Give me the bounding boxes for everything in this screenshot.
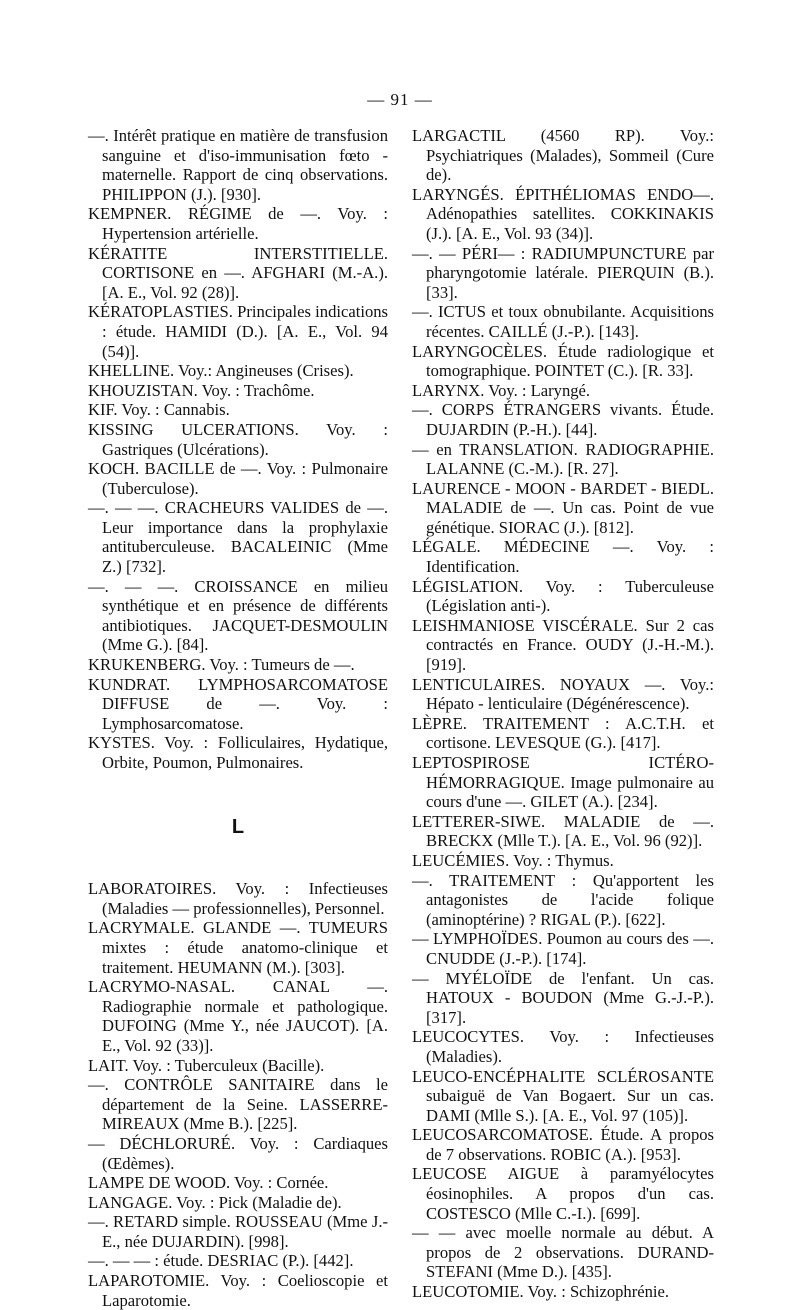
index-entry: — DÉCHLORURÉ. Voy. : Cardiaques (Œdèmes).: [88, 1133, 388, 1173]
index-entry: —. ICTUS et toux obnubilante. Acquisitions récentes. CAILLÉ (J.-P.). [143].: [412, 302, 714, 341]
index-entry: —. CORPS ÉTRANGERS vivants. Étude. DUJARDIN (P.-H.). [44].: [412, 400, 714, 439]
index-entry: LARYNGOCÈLES. Étude radiologique et tomographique. POINTET (C.). [R. 33].: [412, 341, 714, 381]
index-entry: LARYNGÉS. ÉPITHÉLIOMAS ENDO—. Adénopathies satellites. COKKINAKIS (J.). [A. E., Vol. 93 (34)].: [412, 184, 714, 243]
index-entry: LACRYMALE. GLANDE —. TUMEURS mixtes : étude anatomo-clinique et traitement. HEUMANN (M.). [303].: [88, 918, 388, 977]
index-entry: LEUCO-ENCÉPHALITE SCLÉROSANTE subaiguë de Van Bogaert. Sur un cas. DAMI (Mlle S.). [A. E., Vol. 97 (105)].: [412, 1066, 714, 1125]
index-entry: KIF. Voy. : Cannabis.: [88, 400, 230, 420]
index-entry: LÉGISLATION. Voy. : Tuberculeuse (Législation anti-).: [412, 576, 714, 616]
index-entry: LENTICULAIRES. NOYAUX —. Voy.: Hépato - lenticulaire (Dégénérescence).: [412, 674, 714, 714]
index-entry: LANGAGE. Voy. : Pick (Maladie de).: [88, 1192, 342, 1212]
index-entry: KOCH. BACILLE de —. Voy. : Pulmonaire (Tuberculose).: [88, 459, 388, 498]
left-column-entries-k: [88, 126, 388, 773]
left-column: [88, 126, 388, 1310]
index-entry: — — avec moelle normale au début. A propos de 2 observations. DURAND-STEFANI (Mme D.). [435].: [412, 1223, 714, 1282]
index-entry: LÈPRE. TRAITEMENT : A.C.T.H. et cortisone. LEVESQUE (G.). [417].: [412, 713, 714, 753]
index-entry: LEISHMANIOSE VISCÉRALE. Sur 2 cas contractés en France. OUDY (J.-H.-M.). [919].: [412, 615, 714, 675]
index-entry: KHOUZISTAN. Voy. : Trachôme.: [88, 380, 315, 400]
index-entry: LACRYMO-NASAL. CANAL —. Radiographie normale et pathologique. DUFOING (Mme Y., née JAUCOT). [A. E., Vol. 92 (33)].: [88, 977, 388, 1055]
index-entry: KHELLINE. Voy.: Angineuses (Crises).: [88, 361, 354, 381]
index-entry: LAMPE DE WOOD. Voy. : Cornée.: [88, 1173, 329, 1193]
index-entry: KRUKENBERG. Voy. : Tumeurs de —.: [88, 655, 355, 675]
index-entry: LARYNX. Voy. : Laryngé.: [412, 380, 591, 400]
index-entry: —. — PÉRI— : RADIUMPUNCTURE par pharyngotomie latérale. PIERQUIN (B.). [33].: [412, 243, 714, 302]
index-entry: —. Intérêt pratique en matière de transfusion sanguine et d'iso-immunisation fœto - maternelle. Rapport de cinq observations. PHILIPPON (J.). [930].: [88, 126, 388, 204]
index-entry: LAIT. Voy. : Tuberculeux (Bacille).: [88, 1055, 325, 1075]
index-entry: LÉGALE. MÉDECINE —. Voy. : Identification.: [412, 537, 714, 577]
index-entry: — MYÉLOÏDE de l'enfant. Un cas. HATOUX - BOUDON (Mme G.-J.-P.). [317].: [412, 968, 714, 1027]
index-entry: KÉRATITE INTERSTITIELLE. CORTISONE en —. AFGHARI (M.-A.). [A. E., Vol. 92 (28)].: [88, 243, 388, 302]
letter-heading: L: [231, 815, 245, 838]
index-entry: —. TRAITEMENT : Qu'apportent les antagonistes de l'acide folique (aminoptérine) ? RIGAL (P.). [622].: [412, 870, 714, 929]
index-entry: KYSTES. Voy. : Folliculaires, Hydatique, Orbite, Poumon, Pulmonaires.: [88, 733, 388, 772]
index-entry: LEPTOSPIROSE ICTÉRO-HÉMORRAGIQUE. Image pulmonaire au cours d'une —. GILET (A.). [234].: [412, 753, 714, 812]
right-column-entries: [412, 126, 714, 1302]
index-entry: KEMPNER. RÉGIME de —. Voy. : Hypertension artérielle.: [88, 204, 388, 243]
index-entry: KUNDRAT. LYMPHOSARCOMATOSE DIFFUSE de —. Voy. : Lymphosarcomatose.: [88, 674, 388, 733]
index-entry: LARGACTIL (4560 RP). Voy.: Psychiatriques (Malades), Sommeil (Cure de).: [412, 126, 714, 185]
index-entry: KISSING ULCERATIONS. Voy. : Gastriques (Ulcérations).: [88, 419, 388, 459]
index-entry: —. CONTRÔLE SANITAIRE dans le département de la Seine. LASSERRE-MIREAUX (Mme B.). [225].: [88, 1075, 388, 1134]
index-entry: LAPAROTOMIE. Voy. : Coelioscopie et Laparotomie.: [88, 1271, 388, 1310]
index-entry: LEUCOTOMIE. Voy. : Schizophrénie.: [412, 1282, 670, 1302]
index-entry: LABORATOIRES. Voy. : Infectieuses (Maladies — professionnelles), Personnel.: [88, 879, 388, 918]
left-column-entries-l: [88, 879, 388, 1310]
index-entry: LEUCOSARCOMATOSE. Étude. A propos de 7 observations. ROBIC (A.). [953].: [412, 1125, 714, 1164]
index-entry: LEUCOCYTES. Voy. : Infectieuses (Maladies).: [412, 1027, 714, 1066]
index-entry: KÉRATOPLASTIES. Principales indications : étude. HAMIDI (D.). [A. E., Vol. 94 (54)].: [88, 302, 388, 361]
page-number: — 91 —: [367, 90, 433, 109]
index-entry: — LYMPHOÏDES. Poumon au cours des —. CNUDDE (J.-P.). [174].: [412, 929, 714, 968]
index-entry: —. — —. CROISSANCE en milieu synthétique et en présence de différents antibiotiques. JACQUET-DESMOULIN (Mme G.). [84].: [88, 576, 388, 655]
index-entry: —. — —. CRACHEURS VALIDES de —. Leur importance dans la prophylaxie antituberculeuse. BACALEINIC (Mme Z.) [732].: [88, 498, 388, 577]
index-entry: LEUCOSE AIGUE à paramyélocytes éosinophiles. A propos d'un cas. COSTESCO (Mlle C.-I.). [699].: [412, 1164, 714, 1223]
index-entry: — en TRANSLATION. RADIOGRAPHIE. LALANNE (C.-M.). [R. 27].: [412, 439, 714, 479]
right-column: [412, 126, 714, 1302]
index-entry: LEUCÉMIES. Voy. : Thymus.: [412, 850, 614, 870]
index-entry: —. — — : étude. DESRIAC (P.). [442].: [88, 1251, 354, 1271]
index-entry: LETTERER-SIWE. MALADIE de —. BRECKX (Mlle T.). [A. E., Vol. 96 (92)].: [412, 811, 714, 851]
index-entry: LAURENCE - MOON - BARDET - BIEDL. MALADIE de —. Un cas. Point de vue génétique. SIORAC (J.). [812].: [412, 478, 714, 537]
index-entry: —. RETARD simple. ROUSSEAU (Mme J.-E., née DUJARDIN). [998].: [88, 1212, 388, 1251]
